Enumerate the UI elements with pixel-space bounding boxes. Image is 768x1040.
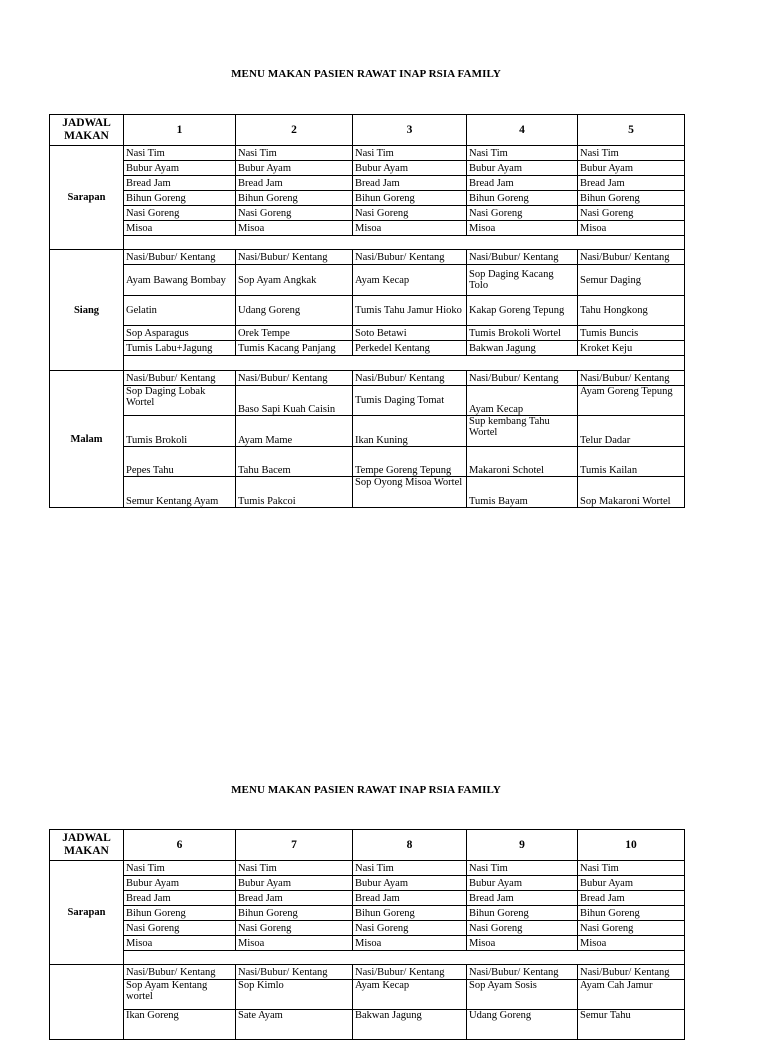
menu-item-cell: Bubur Ayam — [353, 161, 467, 176]
blank-spacer-cell — [124, 356, 685, 371]
menu-item-cell: Semur Kentang Ayam — [124, 477, 236, 508]
menu-item-cell: Bubur Ayam — [578, 161, 685, 176]
page-2-title: MENU MAKAN PASIEN RAWAT INAP RSIA FAMILY — [231, 784, 501, 796]
menu-item-cell: Bihun Goreng — [353, 191, 467, 206]
menu-row — [50, 980, 685, 1010]
menu-item-cell: Sop Oyong Misoa Wortel — [353, 477, 467, 508]
menu-row — [50, 146, 685, 161]
menu-item-cell: Bread Jam — [467, 176, 578, 191]
menu-item-cell: Sop Ayam Angkak — [236, 265, 353, 296]
menu-item-cell: Udang Goreng — [467, 1010, 578, 1040]
menu-item-cell: Nasi/Bubur/ Kentang — [124, 371, 236, 386]
menu-row — [50, 221, 685, 236]
menu-item-cell: Nasi Goreng — [353, 206, 467, 221]
menu-item-cell: Nasi Goreng — [578, 206, 685, 221]
menu-item-cell: Nasi/Bubur/ Kentang — [353, 250, 467, 265]
menu-item-cell: Pepes Tahu — [124, 447, 236, 477]
menu-item-cell: Sop Ayam Sosis — [467, 980, 578, 1010]
menu-item-cell: Kakap Goreng Tepung — [467, 296, 578, 326]
menu-item-cell: Bubur Ayam — [236, 876, 353, 891]
menu-item-cell: Nasi/Bubur/ Kentang — [124, 250, 236, 265]
menu-item-cell: Sop Makaroni Wortel — [578, 477, 685, 508]
menu-item-cell: Sop Daging Kacang Tolo — [467, 265, 578, 296]
menu-item-cell: Soto Betawi — [353, 326, 467, 341]
menu-item-cell: Nasi Tim — [236, 861, 353, 876]
menu-table-days-6-10 — [49, 829, 685, 1040]
menu-item-cell: Sop Kimlo — [236, 980, 353, 1010]
menu-item-cell: Ayam Kecap — [353, 265, 467, 296]
menu-item-cell: Bread Jam — [124, 176, 236, 191]
header-row — [50, 830, 685, 861]
menu-item-cell: Tumis Brokoli Wortel — [467, 326, 578, 341]
menu-item-cell: Nasi Goreng — [467, 921, 578, 936]
menu-item-cell: Perkedel Kentang — [353, 341, 467, 356]
menu-row — [50, 191, 685, 206]
menu-item-cell: Sop Ayam Kentang wortel — [124, 980, 236, 1010]
menu-table-days-1-5 — [49, 114, 685, 508]
meal-label: Sarapan — [50, 861, 124, 965]
menu-item-cell: Tumis Bayam — [467, 477, 578, 508]
menu-item-cell: Bread Jam — [236, 176, 353, 191]
menu-item-cell: Nasi Goreng — [124, 206, 236, 221]
menu-row — [50, 206, 685, 221]
menu-item-cell: Bread Jam — [353, 891, 467, 906]
menu-item-cell: Tumis Tahu Jamur Hioko — [353, 296, 467, 326]
jadwal-makan-header: JADWAL MAKAN — [50, 830, 124, 861]
menu-item-cell: Nasi/Bubur/ Kentang — [353, 965, 467, 980]
menu-item-cell: Misoa — [467, 936, 578, 951]
menu-item-cell: Nasi Tim — [236, 146, 353, 161]
blank-spacer-cell — [124, 236, 685, 250]
menu-item-cell: Nasi Tim — [353, 146, 467, 161]
menu-row — [50, 951, 685, 965]
menu-item-cell: Sop Daging Lobak Wortel — [124, 386, 236, 416]
menu-item-cell: Nasi Goreng — [236, 921, 353, 936]
menu-row — [50, 891, 685, 906]
menu-row — [50, 1010, 685, 1040]
menu-item-cell: Nasi Tim — [124, 861, 236, 876]
menu-item-cell: Nasi/Bubur/ Kentang — [467, 371, 578, 386]
menu-item-cell: Bihun Goreng — [236, 906, 353, 921]
menu-item-cell: Bubur Ayam — [124, 161, 236, 176]
menu-row — [50, 861, 685, 876]
menu-row — [50, 250, 685, 265]
menu-item-cell: Tumis Brokoli — [124, 416, 236, 447]
menu-row — [50, 341, 685, 356]
menu-item-cell: Orek Tempe — [236, 326, 353, 341]
menu-item-cell: Nasi Goreng — [236, 206, 353, 221]
menu-item-cell: Misoa — [124, 221, 236, 236]
menu-item-cell: Nasi/Bubur/ Kentang — [236, 250, 353, 265]
menu-row — [50, 236, 685, 250]
menu-item-cell: Ikan Goreng — [124, 1010, 236, 1040]
menu-row — [50, 477, 685, 508]
menu-row — [50, 161, 685, 176]
menu-item-cell: Nasi Tim — [578, 861, 685, 876]
day-header: 7 — [236, 830, 353, 861]
jadwal-makan-header: JADWAL MAKAN — [50, 115, 124, 146]
menu-item-cell: Ayam Kecap — [353, 980, 467, 1010]
menu-item-cell: Nasi Goreng — [467, 206, 578, 221]
menu-row — [50, 965, 685, 980]
menu-item-cell: Bread Jam — [124, 891, 236, 906]
menu-item-cell: Nasi Tim — [578, 146, 685, 161]
menu-item-cell: Gelatin — [124, 296, 236, 326]
menu-item-cell: Bubur Ayam — [467, 161, 578, 176]
menu-item-cell: Nasi Tim — [124, 146, 236, 161]
menu-item-cell: Misoa — [467, 221, 578, 236]
menu-item-cell: Tumis Kacang Panjang — [236, 341, 353, 356]
menu-item-cell: Ayam Mame — [236, 416, 353, 447]
page-1-title: MENU MAKAN PASIEN RAWAT INAP RSIA FAMILY — [231, 68, 501, 80]
menu-item-cell: Nasi/Bubur/ Kentang — [578, 965, 685, 980]
blank-spacer-cell — [124, 951, 685, 965]
menu-item-cell: Nasi/Bubur/ Kentang — [467, 250, 578, 265]
menu-item-cell: Bihun Goreng — [124, 191, 236, 206]
menu-item-cell: Bread Jam — [578, 176, 685, 191]
menu-item-cell: Semur Tahu — [578, 1010, 685, 1040]
menu-item-cell: Kroket Keju — [578, 341, 685, 356]
menu-item-cell: Bubur Ayam — [124, 876, 236, 891]
menu-item-cell: Makaroni Schotel — [467, 447, 578, 477]
menu-item-cell: Misoa — [236, 221, 353, 236]
menu-item-cell: Tumis Kailan — [578, 447, 685, 477]
menu-item-cell: Tahu Hongkong — [578, 296, 685, 326]
menu-item-cell: Misoa — [236, 936, 353, 951]
menu-item-cell: Ayam Bawang Bombay — [124, 265, 236, 296]
day-header: 9 — [467, 830, 578, 861]
menu-row — [50, 371, 685, 386]
menu-row — [50, 356, 685, 371]
menu-item-cell: Nasi/Bubur/ Kentang — [236, 371, 353, 386]
menu-item-cell: Baso Sapi Kuah Caisin — [236, 386, 353, 416]
day-header: 5 — [578, 115, 685, 146]
menu-item-cell: Sup kembang Tahu Wortel — [467, 416, 578, 447]
menu-item-cell: Misoa — [353, 221, 467, 236]
menu-item-cell: Ayam Kecap — [467, 386, 578, 416]
menu-item-cell: Nasi Tim — [467, 861, 578, 876]
menu-item-cell: Bihun Goreng — [578, 906, 685, 921]
menu-row — [50, 265, 685, 296]
meal-label: Sarapan — [50, 146, 124, 250]
menu-row — [50, 447, 685, 477]
menu-item-cell: Udang Goreng — [236, 296, 353, 326]
menu-item-cell: Misoa — [578, 221, 685, 236]
menu-item-cell: Bihun Goreng — [467, 906, 578, 921]
menu-item-cell: Bubur Ayam — [578, 876, 685, 891]
menu-item-cell: Bread Jam — [236, 891, 353, 906]
day-header: 8 — [353, 830, 467, 861]
day-header: 6 — [124, 830, 236, 861]
menu-item-cell: Bihun Goreng — [467, 191, 578, 206]
menu-item-cell: Nasi Tim — [353, 861, 467, 876]
menu-item-cell: Bread Jam — [467, 891, 578, 906]
menu-item-cell: Bubur Ayam — [236, 161, 353, 176]
day-header: 2 — [236, 115, 353, 146]
menu-item-cell: Sop Asparagus — [124, 326, 236, 341]
menu-item-cell: Misoa — [578, 936, 685, 951]
meal-label: Malam — [50, 371, 124, 508]
menu-item-cell: Ikan Kuning — [353, 416, 467, 447]
menu-row — [50, 936, 685, 951]
day-header: 1 — [124, 115, 236, 146]
menu-item-cell: Tempe Goreng Tepung — [353, 447, 467, 477]
menu-item-cell: Bihun Goreng — [353, 906, 467, 921]
menu-row — [50, 176, 685, 191]
menu-row — [50, 386, 685, 416]
menu-item-cell: Bihun Goreng — [578, 191, 685, 206]
menu-item-cell: Telur Dadar — [578, 416, 685, 447]
menu-item-cell: Misoa — [353, 936, 467, 951]
meal-label: Siang — [50, 250, 124, 371]
menu-item-cell: Nasi/Bubur/ Kentang — [353, 371, 467, 386]
menu-item-cell: Nasi Goreng — [124, 921, 236, 936]
menu-item-cell: Sate Ayam — [236, 1010, 353, 1040]
menu-item-cell: Ayam Cah Jamur — [578, 980, 685, 1010]
menu-row — [50, 876, 685, 891]
menu-item-cell: Bihun Goreng — [236, 191, 353, 206]
menu-item-cell: Nasi Tim — [467, 146, 578, 161]
menu-item-cell: Bakwan Jagung — [353, 1010, 467, 1040]
menu-item-cell: Semur Daging — [578, 265, 685, 296]
day-header: 4 — [467, 115, 578, 146]
day-header: 3 — [353, 115, 467, 146]
menu-item-cell: Ayam Goreng Tepung — [578, 386, 685, 416]
menu-item-cell: Tahu Bacem — [236, 447, 353, 477]
menu-item-cell: Bihun Goreng — [124, 906, 236, 921]
menu-row — [50, 326, 685, 341]
menu-item-cell: Nasi/Bubur/ Kentang — [467, 965, 578, 980]
menu-item-cell: Bread Jam — [578, 891, 685, 906]
menu-item-cell: Tumis Buncis — [578, 326, 685, 341]
menu-item-cell: Misoa — [124, 936, 236, 951]
menu-row — [50, 296, 685, 326]
menu-row — [50, 416, 685, 447]
day-header: 10 — [578, 830, 685, 861]
menu-item-cell: Nasi Goreng — [578, 921, 685, 936]
header-row — [50, 115, 685, 146]
menu-item-cell: Bubur Ayam — [467, 876, 578, 891]
menu-item-cell: Nasi/Bubur/ Kentang — [236, 965, 353, 980]
menu-item-cell: Bakwan Jagung — [467, 341, 578, 356]
menu-row — [50, 906, 685, 921]
menu-item-cell: Tumis Labu+Jagung — [124, 341, 236, 356]
menu-item-cell: Nasi/Bubur/ Kentang — [578, 371, 685, 386]
menu-item-cell: Nasi Goreng — [353, 921, 467, 936]
menu-item-cell: Bubur Ayam — [353, 876, 467, 891]
menu-row — [50, 921, 685, 936]
menu-item-cell: Tumis Pakcoi — [236, 477, 353, 508]
menu-item-cell: Nasi/Bubur/ Kentang — [578, 250, 685, 265]
meal-label — [50, 965, 124, 1040]
menu-item-cell: Nasi/Bubur/ Kentang — [124, 965, 236, 980]
menu-item-cell: Bread Jam — [353, 176, 467, 191]
menu-item-cell: Tumis Daging Tomat — [353, 386, 467, 416]
